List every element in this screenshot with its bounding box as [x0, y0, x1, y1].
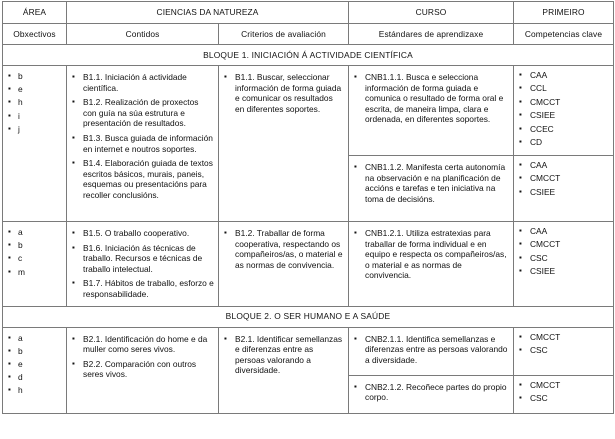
list-item: ▪ m [5, 267, 64, 278]
table-row [3, 327, 614, 375]
list-item: ▪ CSC [516, 345, 611, 356]
list-item: ▪ CAA [516, 226, 611, 237]
list-item: ▪ CNB1.1.1. Busca e selecciona información de forma guiada e comunica o resultado de forma oral e escrita, de maneira limpa, clara e ordenada, en diferentes soportes. [351, 72, 509, 125]
list-item: ▪ CSC [516, 393, 611, 404]
list-item: ▪ b [5, 71, 64, 82]
list-item: ▪ CNB1.2.1. Utiliza estratexias para traballar de forma individual e en equipo e respecta os compañeiros/as, o material e as normas de convivencia. [351, 228, 509, 281]
list-item: ▪ b [5, 240, 64, 251]
header-area: ÁREA [3, 2, 67, 24]
header-year: PRIMEIRO [514, 2, 614, 24]
list-item: ▪ CAA [516, 160, 611, 171]
list-item: ▪ B1.2. Traballar de forma cooperativa, respectando os compañeiros/as, o material e as normas de convivencia. [221, 228, 344, 270]
list-item: ▪ B2.1. Identificar semellanzas e diferenzas entre as persoas valorando a diversidade. [221, 334, 344, 376]
list-item: ▪ CMCCT [516, 332, 611, 343]
objectives-cell [3, 222, 67, 307]
objectives-cell [3, 66, 67, 222]
list-item: ▪ B2.2. Comparación con outros seres vivos. [69, 359, 214, 380]
list-item: ▪ j [5, 124, 64, 135]
block-title: BLOQUE 1. INICIACIÓN Á ACTIVIDADE CIENTÍFICA [3, 45, 614, 66]
subheader-objectives: Obxectivos [3, 24, 67, 45]
subheader-contents: Contidos [67, 24, 219, 45]
list-item: ▪ B1.1. Iniciación á actividade científica. [69, 72, 214, 93]
table-row [3, 66, 614, 156]
list-item: ▪ CCL [516, 83, 611, 94]
list-item: ▪ CSIEE [516, 266, 611, 277]
list-item: ▪ CMCCT [516, 97, 611, 108]
list-item: ▪ a [5, 227, 64, 238]
competences-cell [514, 156, 614, 222]
list-item: ▪ e [5, 359, 64, 370]
list-item: ▪ h [5, 97, 64, 108]
standard-cell [349, 327, 514, 375]
list-item: ▪ CNB2.1.2. Recoñece partes do propio corpo. [351, 382, 509, 403]
list-item: ▪ h [5, 385, 64, 396]
list-item: ▪ CSIEE [516, 110, 611, 121]
list-item: ▪ CCEC [516, 124, 611, 135]
list-item: ▪ B1.1. Buscar, seleccionar información de forma guiada e comunicar os resultados en diferentes soportes. [221, 72, 344, 114]
subheader-standards: Estándares de aprendizaxe [349, 24, 514, 45]
contents-cell [67, 327, 219, 413]
list-item: ▪ CNB1.1.2. Manifesta certa autonomía na observación e na planificación de accións e tarefas e ten iniciativa na toma de decisións. [351, 162, 509, 204]
criteria-cell [219, 327, 349, 413]
list-item: ▪ B1.3. Busca guiada de información en internet e noutros soportes. [69, 133, 214, 154]
competences-cell [514, 66, 614, 156]
list-item: ▪ B1.5. O traballo cooperativo. [69, 228, 214, 239]
list-item: ▪ CSC [516, 253, 611, 264]
header-subject: CIENCIAS DA NATUREZA [67, 2, 349, 24]
list-item: ▪ CAA [516, 70, 611, 81]
table-row [3, 222, 614, 307]
list-item: ▪ CMCCT [516, 380, 611, 391]
standard-cell [349, 156, 514, 222]
criteria-cell [219, 222, 349, 307]
objectives-cell [3, 327, 67, 413]
contents-cell [67, 66, 219, 222]
block-title-row [3, 45, 614, 66]
criteria-cell [219, 66, 349, 222]
list-item: ▪ CMCCT [516, 173, 611, 184]
list-item: ▪ i [5, 111, 64, 122]
competences-cell [514, 222, 614, 307]
competences-cell [514, 375, 614, 413]
header-course: CURSO [349, 2, 514, 24]
list-item: ▪ CMCCT [516, 239, 611, 250]
standard-cell [349, 66, 514, 156]
list-item: ▪ e [5, 84, 64, 95]
list-item: ▪ CD [516, 137, 611, 148]
standard-cell [349, 222, 514, 307]
subheader-row [3, 24, 614, 45]
list-item: ▪ B1.7. Hábitos de traballo, esforzo e responsabilidade. [69, 278, 214, 299]
list-item: ▪ c [5, 253, 64, 264]
curriculum-table [2, 1, 614, 414]
list-item: ▪ B1.4. Elaboración guiada de textos escritos básicos, murais, paneis, esquemas ou presentacións para recoller conclusións. [69, 158, 214, 200]
block-title-row [3, 306, 614, 327]
competences-cell [514, 327, 614, 375]
list-item: ▪ B1.2. Realización de proxectos con guía na súa estrutura e presentación de resultados. [69, 97, 214, 129]
list-item: ▪ B1.6. Iniciación ás técnicas de traballo. Recursos e técnicas de traballo intelectual. [69, 243, 214, 275]
header-row [3, 2, 614, 24]
list-item: ▪ B2.1. Identificación do home e da muller como seres vivos. [69, 334, 214, 355]
list-item: ▪ b [5, 346, 64, 357]
list-item: ▪ a [5, 333, 64, 344]
subheader-criteria: Criterios de avaliación [219, 24, 349, 45]
list-item: ▪ d [5, 372, 64, 383]
standard-cell [349, 375, 514, 413]
contents-cell [67, 222, 219, 307]
block-title: BLOQUE 2. O SER HUMANO E A SAÚDE [3, 306, 614, 327]
list-item: ▪ CSIEE [516, 187, 611, 198]
subheader-competences: Competencias clave [514, 24, 614, 45]
list-item: ▪ CNB2.1.1. Identifica semellanzas e diferenzas entre as persoas valorando a diversidade. [351, 334, 509, 366]
